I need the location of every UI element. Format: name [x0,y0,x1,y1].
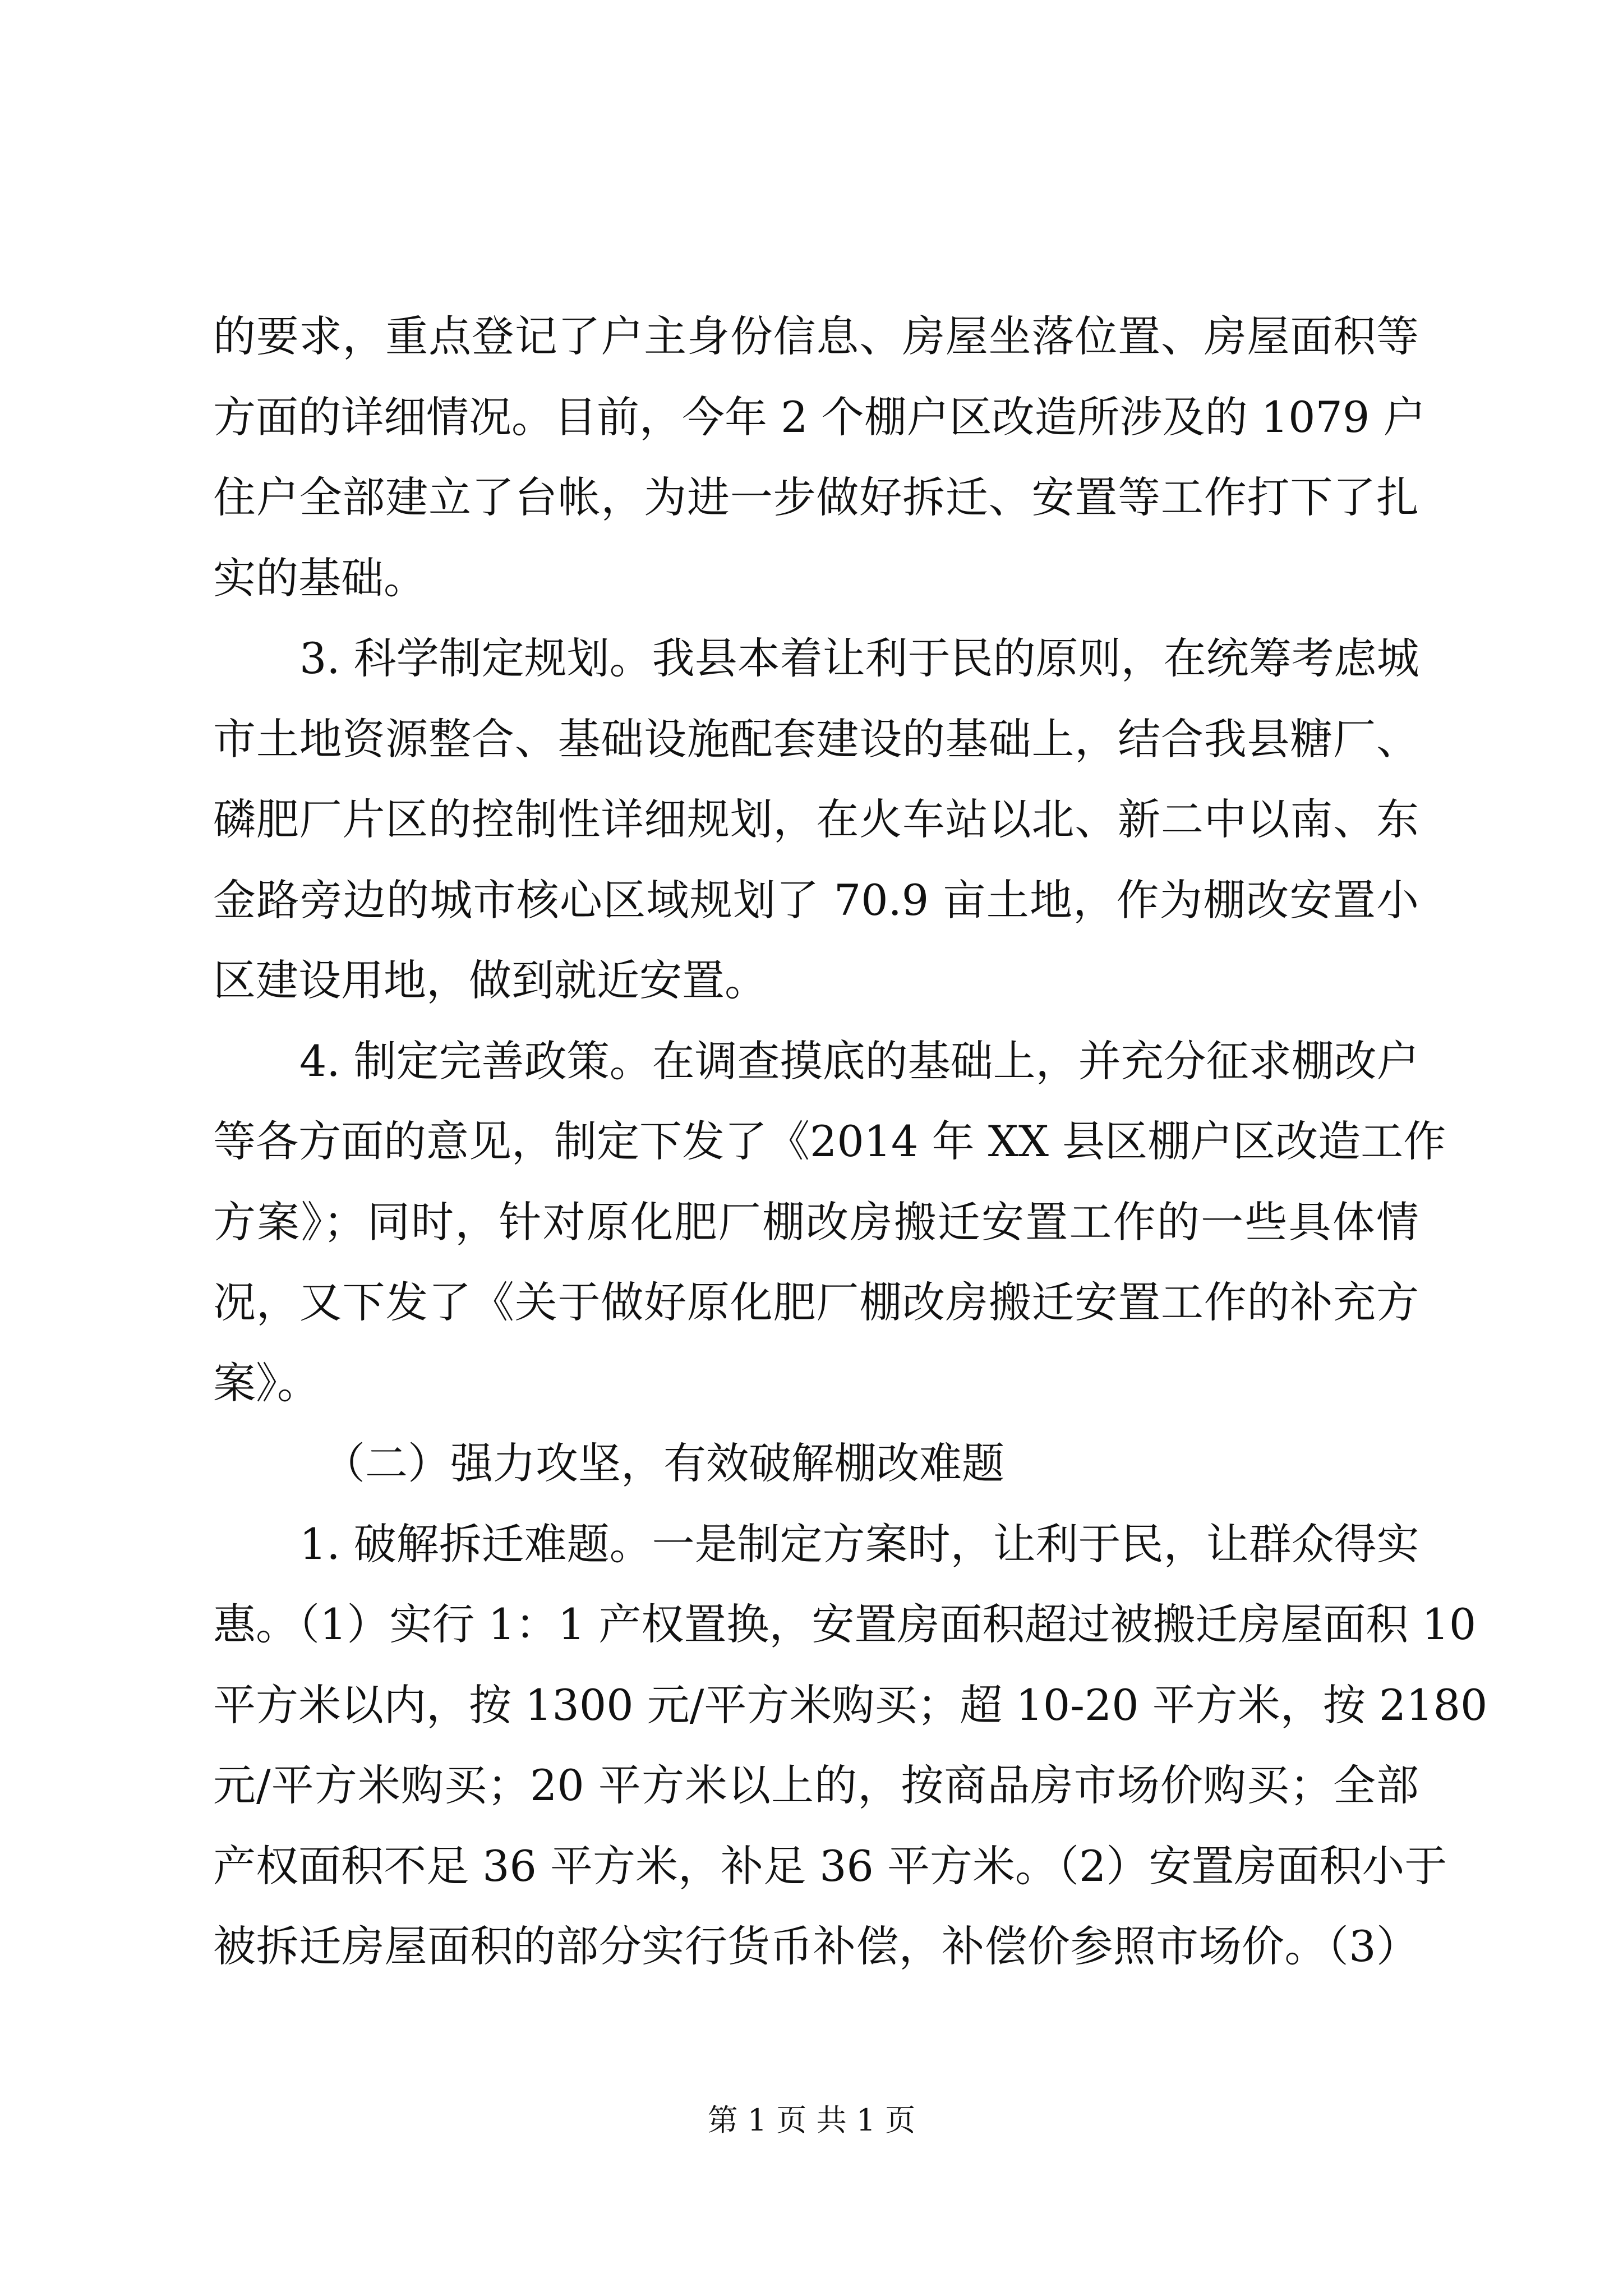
paragraph-heading-line: 3. 科学制定规划。我县本着让利于民的原则，在统筹考虑城 [299,633,1419,683]
text-line: 实的基础。 [213,553,426,603]
text-line: 平方米以内，按 1300 元/平方米购买；超 10-20 平方米，按 2180 [213,1680,1488,1730]
text-line: 产权面积不足 36 平方米，补足 36 平方米。（2）安置房面积小于 [213,1841,1447,1891]
document-body [213,296,1488,1987]
text-line: 被拆迁房屋面积的部分实行货币补偿，补偿价参照市场价。（3） [213,1921,1419,1971]
text-line: 况，又下发了《关于做好原化肥厂棚改房搬迁安置工作的补充方 [213,1277,1419,1327]
paragraph-heading-line: 4. 制定完善政策。在调查摸底的基础上，并充分征求棚改户 [299,1036,1419,1086]
text-line: 元/平方米购买；20 平方米以上的，按商品房市场价购买；全部 [213,1760,1419,1810]
text-line: 金路旁边的城市核心区域规划了 70.9 亩土地，作为棚改安置小 [213,875,1419,925]
text-line: 区建设用地，做到就近安置。 [213,955,767,1005]
text-line: 磷肥厂片区的控制性详细规划，在火车站以北、新二中以南、东 [213,794,1419,844]
text-line: 住户全部建立了台帐，为进一步做好拆迁、安置等工作打下了扎 [213,472,1419,522]
text-line: 市土地资源整合、基础设施配套建设的基础上，结合我县糖厂、 [213,714,1419,764]
text-line: 方面的详细情况。目前，今年 2 个棚户区改造所涉及的 1079 户 [213,392,1426,442]
text-line: 方案》；同时，针对原化肥厂棚改房搬迁安置工作的一些具体情 [213,1197,1419,1247]
text-line: 等各方面的意见，制定下发了《2014 年 XX 县区棚户区改造工作 [213,1116,1446,1166]
text-line: 案》。 [213,1358,320,1408]
page-footer: 第 1 页 共 1 页 [707,2102,916,2138]
text-line: 的要求，重点登记了户主身份信息、房屋坐落位置、房屋面积等 [213,311,1419,361]
paragraph-heading-line: 1. 破解拆迁难题。一是制定方案时，让利于民，让群众得实 [299,1519,1419,1569]
text-line: 惠。（1）实行 1：1 产权置换，安置房面积超过被搬迁房屋面积 10 [213,1599,1477,1649]
section-heading: （二）强力攻坚，有效破解棚改难题 [322,1438,1004,1488]
